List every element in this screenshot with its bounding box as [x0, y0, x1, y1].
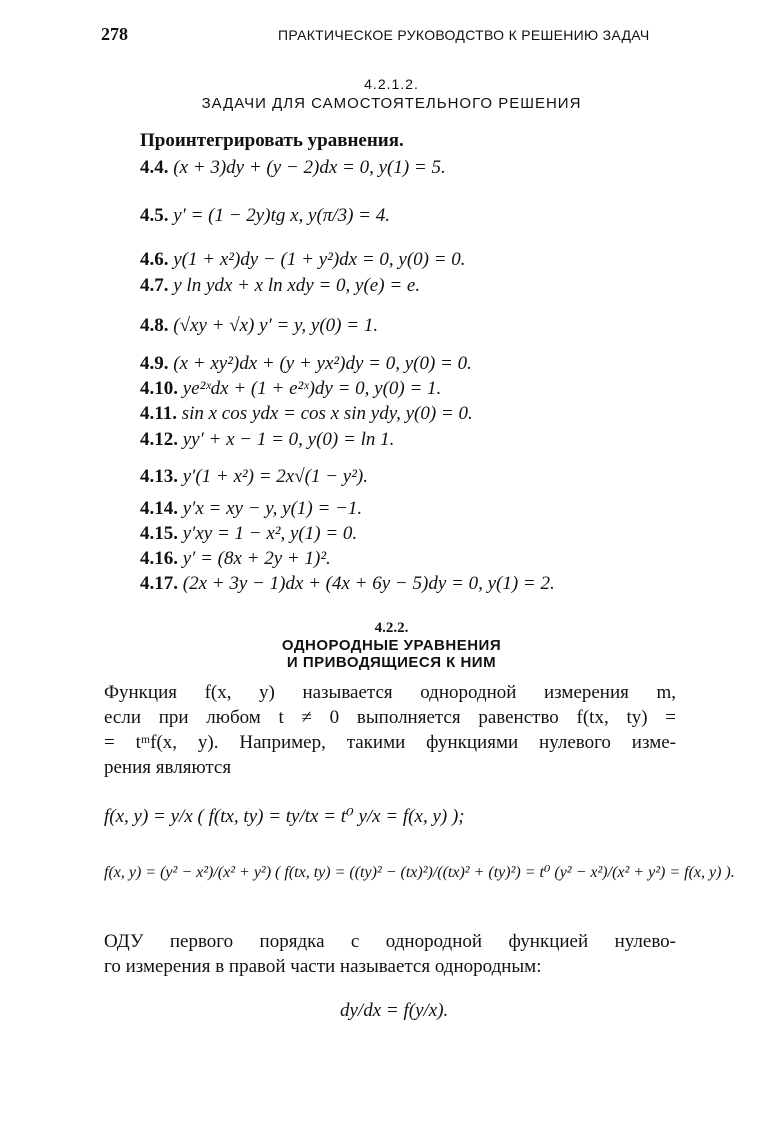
problem-equation: (2x + 3y − 1)dx + (4x + 6y − 5)dy = 0, y(1) = 2.	[182, 573, 555, 594]
paragraph-line: го измерения в правой части называется однородным:	[104, 956, 542, 977]
section-title: ЗАДАЧИ ДЛЯ САМОСТОЯТЕЛЬНОГО РЕШЕНИЯ	[201, 95, 582, 112]
subsection-number: 4.2.2.	[374, 620, 409, 636]
problem-equation: (√xy + √x) y′ = y, y(0) = 1.	[173, 315, 379, 336]
problem-number: 4.17.	[140, 573, 178, 594]
subsection-title-line2: И ПРИВОДЯЩИЕСЯ К НИМ	[286, 654, 497, 671]
problem-4-4	[140, 157, 446, 179]
problem-4-15	[140, 523, 357, 545]
problem-number: 4.7.	[140, 275, 169, 296]
paragraph-line: если при любом t ≠ 0 выполняется равенство f(tx, ty) =	[104, 707, 676, 728]
problem-4-9	[140, 353, 472, 375]
problem-number: 4.5.	[140, 205, 169, 226]
problem-equation: y′(1 + x²) = 2x√(1 − y²).	[182, 466, 368, 487]
problem-number: 4.8.	[140, 315, 169, 336]
problem-equation: y′ = (1 − 2y)tg x, y(π/3) = 4.	[173, 205, 390, 226]
problem-number: 4.6.	[140, 249, 169, 270]
instruction-heading: Проинтегрировать уравнения.	[140, 130, 404, 151]
problem-4-10	[140, 378, 441, 400]
problem-number: 4.16.	[140, 548, 178, 569]
section-number: 4.2.1.2.	[364, 76, 419, 92]
problem-equation: y′xy = 1 − x², y(1) = 0.	[182, 523, 358, 544]
problem-4-11	[140, 403, 473, 425]
problem-number: 4.9.	[140, 353, 169, 374]
problem-equation: (x + 3)dy + (y − 2)dx = 0, y(1) = 5.	[173, 157, 446, 178]
paragraph-line: Функция f(x, y) называется однородной измерения m,	[104, 682, 676, 703]
problem-number: 4.15.	[140, 523, 178, 544]
problem-number: 4.4.	[140, 157, 169, 178]
problem-number: 4.11.	[140, 403, 177, 424]
problem-4-12	[140, 429, 394, 451]
problem-equation: ye²ˣdx + (1 + e²ˣ)dy = 0, y(0) = 1.	[182, 378, 442, 399]
formula-homogeneous: dy/dx = f(y/x).	[340, 1000, 449, 1021]
problem-equation: y(1 + x²)dy − (1 + y²)dx = 0, y(0) = 0.	[173, 249, 466, 270]
problem-number: 4.14.	[140, 498, 178, 519]
problem-number: 4.10.	[140, 378, 178, 399]
problem-4-16	[140, 548, 331, 570]
formula-example-1: f(x, y) = y/x ( f(tx, ty) = ty/tx = t⁰ y/x = f(x, y) );	[104, 806, 465, 827]
problem-4-5	[140, 205, 390, 227]
problem-equation: (x + xy²)dx + (y + yx²)dy = 0, y(0) = 0.	[173, 353, 472, 374]
running-title: ПРАКТИЧЕСКОЕ РУКОВОДСТВО К РЕШЕНИЮ ЗАДАЧ	[278, 27, 650, 43]
problem-4-13	[140, 466, 368, 488]
problem-equation: y′x = xy − y, y(1) = −1.	[182, 498, 363, 519]
formula-example-2: f(x, y) = (y² − x²)/(x² + y²) ( f(tx, ty) = ((ty)² − (tx)²)/((tx)² + (ty)²) = t⁰ (y² − x²)/(x² + y²) = f(x, y) ).	[104, 864, 735, 881]
problem-4-8	[140, 315, 378, 337]
problem-equation: y′ = (8x + 2y + 1)².	[182, 548, 331, 569]
paragraph-line: = tᵐf(x, y). Например, такими функциями нулевого изме-	[104, 732, 676, 753]
paragraph-line: рения являются	[104, 757, 232, 778]
problem-4-7	[140, 275, 420, 297]
subsection-title-line1: ОДНОРОДНЫЕ УРАВНЕНИЯ	[281, 637, 502, 654]
problem-number: 4.12.	[140, 429, 178, 450]
problem-4-17	[140, 573, 555, 595]
problem-equation: y ln ydx + x ln xdy = 0, y(e) = e.	[173, 275, 421, 296]
paragraph-line: ОДУ первого порядка с однородной функцией нулево-	[104, 931, 676, 952]
problem-4-14	[140, 498, 362, 520]
problem-4-6	[140, 249, 466, 271]
problem-number: 4.13.	[140, 466, 178, 487]
problem-equation: yy′ + x − 1 = 0, y(0) = ln 1.	[182, 429, 395, 450]
page-number: 278	[101, 24, 128, 44]
problem-equation: sin x cos ydx = cos x sin ydy, y(0) = 0.	[181, 403, 473, 424]
